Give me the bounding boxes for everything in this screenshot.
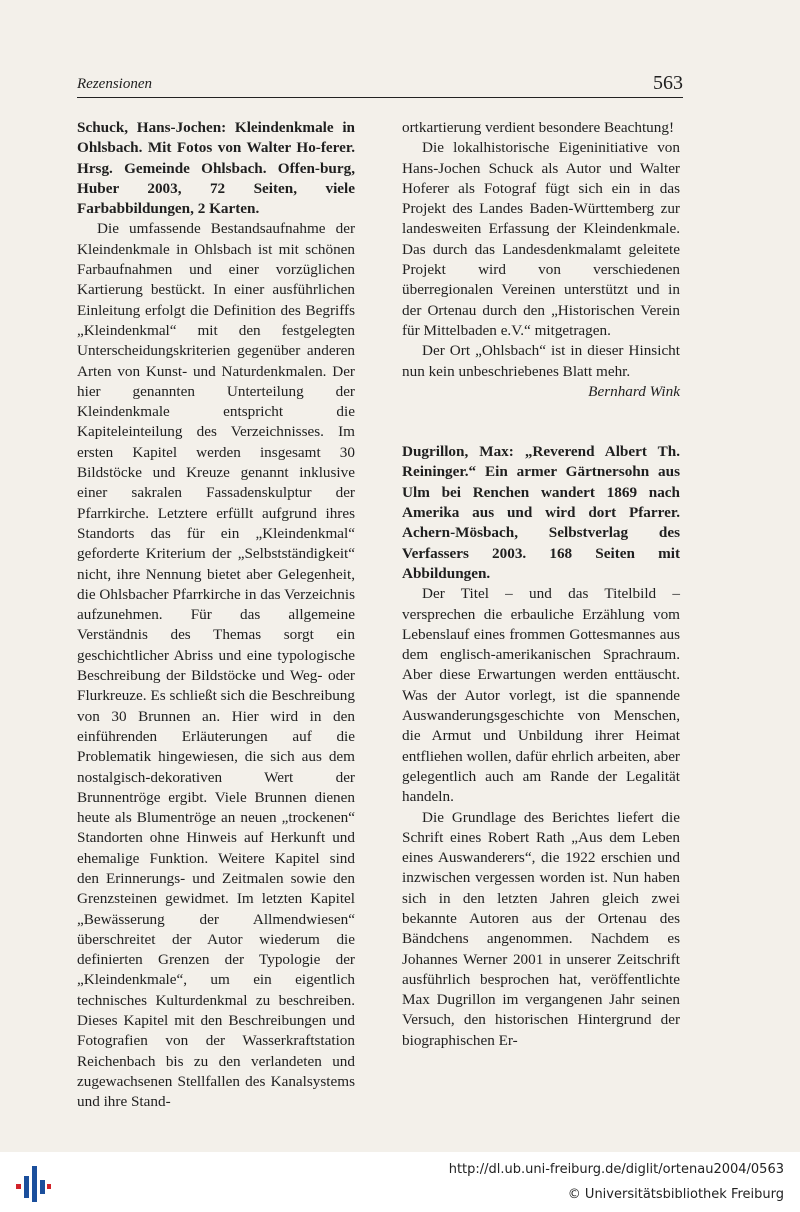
document-url-link[interactable]: http://dl.ub.uni-freiburg.de/diglit/ortenau2004/0563: [448, 1162, 784, 1177]
right-column: [402, 118, 680, 1051]
review-heading: Schuck, Hans-Jochen: Kleindenkmale in Ohlsbach. Mit Fotos von Walter Ho-ferer. Hrsg. Gemeinde Ohlsbach. Offen-burg, Huber 2003, 72 Seiten, viele Farbabbildungen, 2 Karten.: [77, 119, 355, 218]
running-header: [77, 70, 683, 98]
review-paragraph: Der Ort „Ohlsbach“ ist in dieser Hinsicht nun kein unbeschriebenes Blatt mehr.: [402, 342, 680, 380]
reviewer-signature: Bernhard Wink: [588, 382, 680, 400]
review-separator: [402, 402, 680, 442]
review-paragraph: Die umfassende Bestandsaufnahme der Kleindenkmale in Ohlsbach ist mit schönen Farbaufnahmen und einer vorzüglichen Kartierung bestückt. In einer ausführlichen Einleitung erfolgt die Definition des Begriffs „Kleindenkmal“ mit den festgelegten Unterscheidungskriterien gegenüber anderen Arten von Kunst- und Naturdenkmalen. Der hier genannten Unterteilung der Kleindenkmale entspricht die Kapiteleinteilung des Verzeichnisses. Im ersten Kapitel werden insgesamt 30 Bildstöcke und Kreuze genannt inklusive einer sakralen Fassadenskulptur der Pfarrkirche. Letztere erfüllt aufgrund ihres Standorts das für ein „Kleindenkmal“ geforderte Kriterium der „Selbstständigkeit“ nicht, ihre Nennung bietet aber Gelegenheit, die Ohlsbacher Pfarrkirche in das Verzeichnis aufzunehmen. Für das allgemeine Verständnis des Themas sorgt ein geschichtlicher Abriss und eine typologische Beschreibung der Bildstöcke und Weg- oder Flurkreuze. Es schließt sich die Beschreibung von 30 Brunnen an. Hier wird in den einführenden Erläuterungen auf die Problematik hingewiesen, die sich aus dem nostalgisch-dekorativen Wert der Brunnentröge ergibt. Viele Brunnen dienen heute als Blumentröge an neuen „trockenen“ Standorten ohne Hinweis auf Herkunft und ehemalige Funktion. Weitere Kapitel sind den Erinnerungs- und Zeitmalen sowie den Grenzsteinen gewidmet. Im letzten Kapitel „Bewässerung der Allmendwiesen“ überschreitet der Autor wiederum die definierten Grenzen der Typologie der „Kleindenkmale“, um ein eigentlich technisches Kulturdenkmal zu beschreiben. Dieses Kapitel mit den Beschreibungen und Fotografien von der Wasserkraftstation Reichenbach bis zu den verlandeten und zugewachsenen Stellfallen des Kanalsystems und ihre Stand-: [77, 220, 355, 1111]
copyright-text: © Universitätsbibliothek Freiburg: [567, 1187, 784, 1202]
review-paragraph: Die lokalhistorische Eigeninitiative von Hans-Jochen Schuck als Autor und Walter Hoferer als Fotograf fügt sich ein in das Projekt des Landes Baden-Württemberg zur landesweiten Erfassung der Kleindenkmale. Das durch das Landesdenkmalamt geleitete Projekt wird von verschiedenen überregionalen Vereinen unterstützt und in der Ortenau durch den „Historischen Verein für Mittelbaden e.V.“ mitgetragen.: [402, 139, 680, 339]
section-title: Rezensionen: [77, 76, 152, 92]
review-paragraph-continued: ortkartierung verdient besondere Beachtung!: [402, 119, 675, 136]
footer-bar: [0, 1152, 800, 1212]
review-paragraph: Der Titel – und das Titelbild – versprechen die erbauliche Erzählung vom Lebenslauf eines frommen Gottesmannes aus dem englisch-amerikanischen Sprachraum. Aber diese Erwartungen werden enttäuscht. Was der Autor vorlegt, ist die spannende Auswanderungsgeschichte von Menschen, die Armut und Unbildung ihrer Heimat entfliehen wollen, dafür ehrlich arbeiten, aber gelegentlich auch am Rande der Legalität handeln.: [402, 585, 680, 806]
left-column: [77, 118, 355, 1113]
review-paragraph: Die Grundlage des Berichtes liefert die Schrift eines Robert Rath „Aus dem Leben eines Auswanderers“, die 1922 erschien und inzwischen vergessen worden ist. Nun haben sich in den letzten Jahren gleich zwei bekannte Autoren aus der Ortenau des Bändchens angenommen. Nachdem es Johannes Werner 2001 in unserer Zeitschrift ausführlich besprochen hat, veröffentlichte Max Dugrillon im vergangenen Jahr seinen Versuch, den historischen Hintergrund der biographischen Er-: [402, 808, 680, 1049]
review-heading: Dugrillon, Max: „Reverend Albert Th. Reininger.“ Ein armer Gärtnersohn aus Ulm bei Renchen wandert 1869 nach Amerika aus und wird dort Pfarrer. Achern-Mösbach, Selbstverlag des Verfassers 2003. 168 Seiten mit Abbildungen.: [402, 443, 680, 582]
page-number: 563: [653, 72, 683, 94]
ub-freiburg-logo-icon: [12, 1162, 52, 1206]
